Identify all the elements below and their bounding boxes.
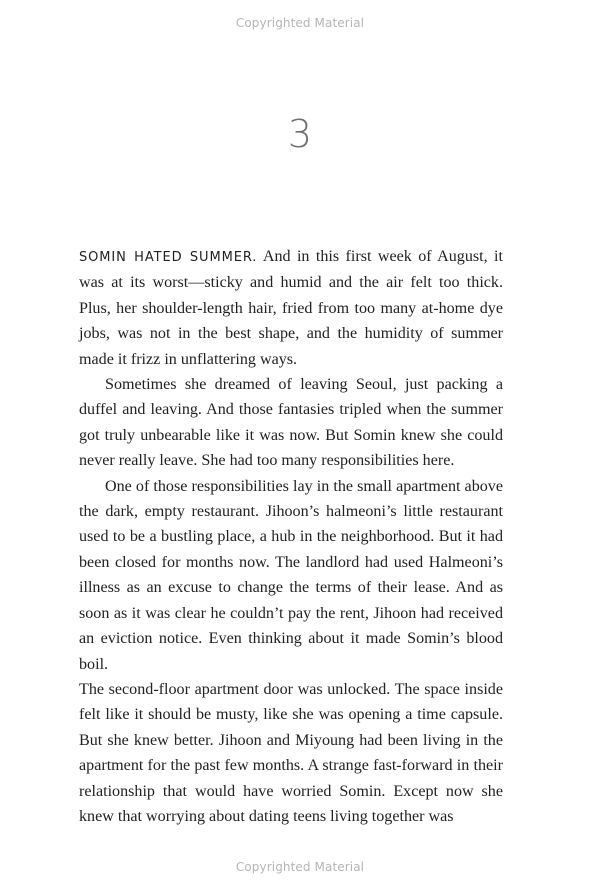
chapter-body-text [79, 244, 503, 829]
paragraph-1 [79, 244, 503, 372]
paragraph-4: The second-floor apartment door was unlocked. The space inside felt like it should be musty, like she was opening a time capsule. But she knew better. Jihoon and Miyoung had been living in the apartment for the past few months. A strange fast-forward in their relationship that would have worried Somin. Except now she knew that worrying about dating teens living together was [79, 680, 503, 825]
chapter-lead-in: SOMIN HATED SUMMER. [79, 250, 258, 265]
chapter-number: 3 [287, 112, 313, 156]
paragraph-1-text: And in this first week of August, it was at its worst—sticky and humid and the air felt too thick. Plus, her shoulder-length hair, fried from too many at-home dye jobs, was not in the best shape, and the humidity of summer made it frizz in unflattering ways. [79, 248, 503, 368]
copyright-watermark-top: Copyrighted Material [235, 16, 365, 30]
paragraph-2: Sometimes she dreamed of leaving Seoul, just packing a duffel and leaving. And those fantasies tripled when the summer got truly unbearable like it was now. But Somin knew she could never really leave. She had too many responsibilities here. [79, 376, 503, 470]
paragraph-3: One of those responsibilities lay in the small apartment above the dark, empty restaurant. Jihoon’s halmeoni’s little restaurant used to be a bustling place, a hub in the neighborhood. But it had been closed for months now. The landlord had used Halmeoni’s illness as an excuse to change the terms of their lease. And as soon as it was clear he couldn’t pay the rent, Jihoon had received an eviction notice. Even thinking about it made Somin’s blood boil. [79, 477, 503, 673]
copyright-watermark-bottom: Copyrighted Material [235, 860, 365, 874]
